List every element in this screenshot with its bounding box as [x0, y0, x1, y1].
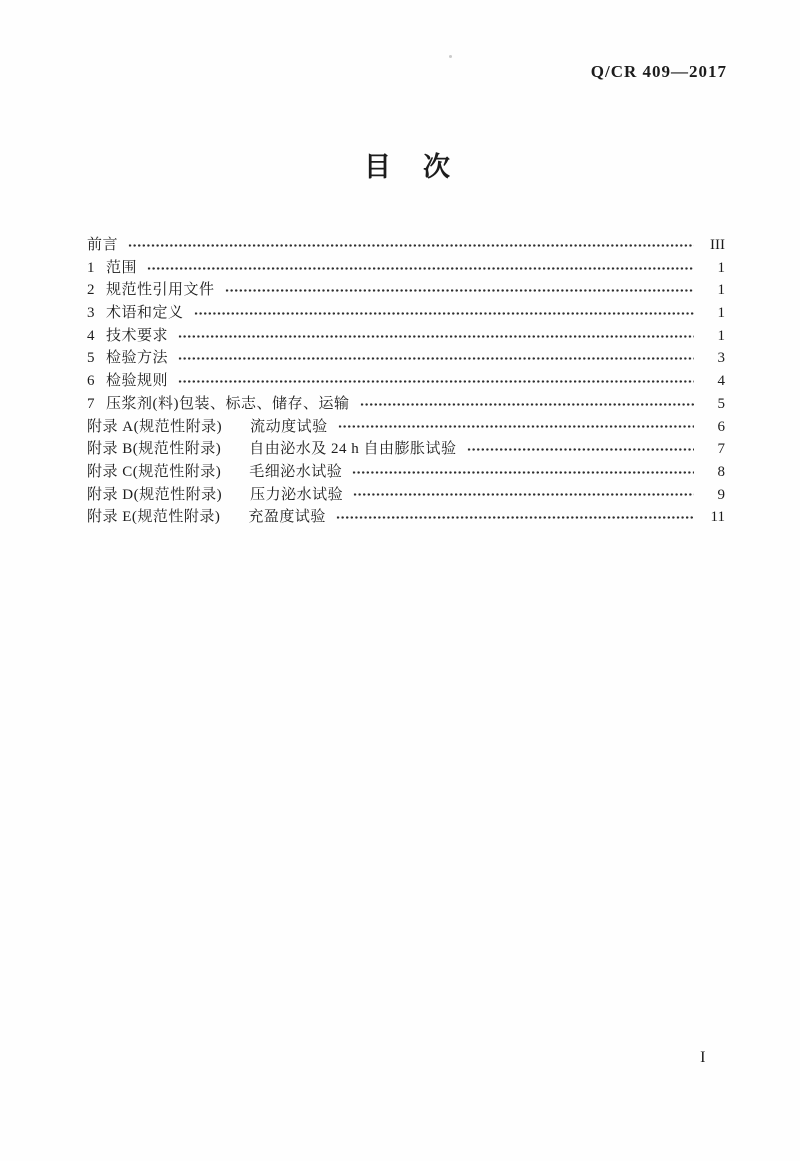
toc-item-number: 5: [87, 350, 95, 367]
toc-leader-dots: [178, 379, 694, 384]
toc-row: [87, 506, 725, 529]
toc-item-label: 检验规则: [106, 373, 169, 390]
toc-leader-dots: [178, 356, 694, 361]
toc-row: [87, 234, 725, 257]
toc-row: [87, 370, 725, 393]
toc-item-number: 6: [87, 373, 95, 390]
toc-row: [87, 302, 725, 325]
toc-row: [87, 347, 725, 370]
toc-page-number: 4: [717, 373, 725, 390]
toc-row: [87, 461, 725, 484]
table-of-contents: [87, 234, 725, 529]
toc-row: [87, 484, 725, 507]
toc-item-label: 前言: [87, 237, 119, 253]
page-title-char-2: 次: [423, 152, 450, 182]
page-title-char-1: 目: [364, 152, 391, 182]
toc-leader-dots: [353, 492, 694, 497]
toc-page-number: 3: [717, 350, 725, 367]
toc-page-number: 11: [710, 509, 725, 526]
toc-row: [87, 416, 725, 439]
toc-item-label: 技术要求: [106, 327, 169, 344]
toc-item-subtitle: 充盈度试验: [248, 509, 326, 526]
toc-row: [87, 325, 725, 348]
toc-item-number: 2: [87, 282, 95, 299]
toc-item-label: 附录 A(规范性附录): [87, 418, 223, 435]
toc-row: [87, 438, 725, 461]
toc-page-number: 1: [717, 259, 725, 276]
toc-item-number: 7: [87, 395, 95, 412]
toc-item-label: 附录 C(规范性附录): [87, 463, 222, 480]
toc-page-number: 1: [717, 282, 725, 299]
toc-leader-dots: [194, 311, 694, 316]
toc-leader-dots: [128, 243, 694, 248]
toc-leader-dots: [178, 334, 694, 339]
toc-page-number: 9: [717, 486, 725, 503]
toc-item-number: 3: [87, 305, 95, 322]
toc-page-number: 1: [717, 305, 725, 322]
toc-leader-dots: [352, 470, 694, 475]
toc-item-label: 附录 B(规范性附录): [87, 441, 222, 458]
toc-item-label: 术语和定义: [106, 305, 184, 322]
toc-item-number: 4: [87, 327, 95, 344]
toc-item-subtitle: 压力泌水试验: [250, 486, 344, 503]
toc-item-number: 1: [87, 259, 95, 276]
toc-item-label: 附录 E(规范性附录): [87, 509, 221, 526]
toc-page-number: 5: [717, 395, 725, 412]
toc-page-number: 8: [717, 463, 725, 480]
toc-row: [87, 393, 725, 416]
toc-item-label: 规范性引用文件: [106, 282, 215, 299]
toc-page-number: 7: [717, 441, 725, 458]
toc-item-subtitle: 毛细泌水试验: [249, 463, 343, 480]
toc-page-number: III: [710, 237, 725, 253]
toc-leader-dots: [147, 266, 694, 271]
toc-leader-dots: [336, 515, 694, 520]
footer-page-number: I: [700, 1049, 706, 1066]
toc-page-number: 1: [717, 327, 725, 344]
toc-leader-dots: [225, 288, 694, 293]
toc-item-label: 附录 D(规范性附录): [87, 486, 223, 503]
toc-item-label: 范围: [106, 259, 138, 276]
toc-row: [87, 257, 725, 280]
toc-leader-dots: [338, 424, 694, 429]
toc-item-subtitle: 流动度试验: [250, 418, 328, 435]
toc-row: [87, 279, 725, 302]
toc-page-number: 6: [717, 418, 725, 435]
doc-code: Q/CR 409—2017: [590, 62, 727, 81]
scan-speck: [449, 55, 452, 58]
toc-item-label: 检验方法: [106, 350, 169, 367]
toc-item-label: 压浆剂(料)包装、标志、储存、运输: [106, 395, 350, 412]
toc-leader-dots: [360, 402, 695, 407]
page-title: [7, 153, 800, 183]
toc-item-subtitle: 自由泌水及 24 h 自由膨胀试验: [249, 441, 457, 458]
toc-leader-dots: [467, 447, 694, 452]
